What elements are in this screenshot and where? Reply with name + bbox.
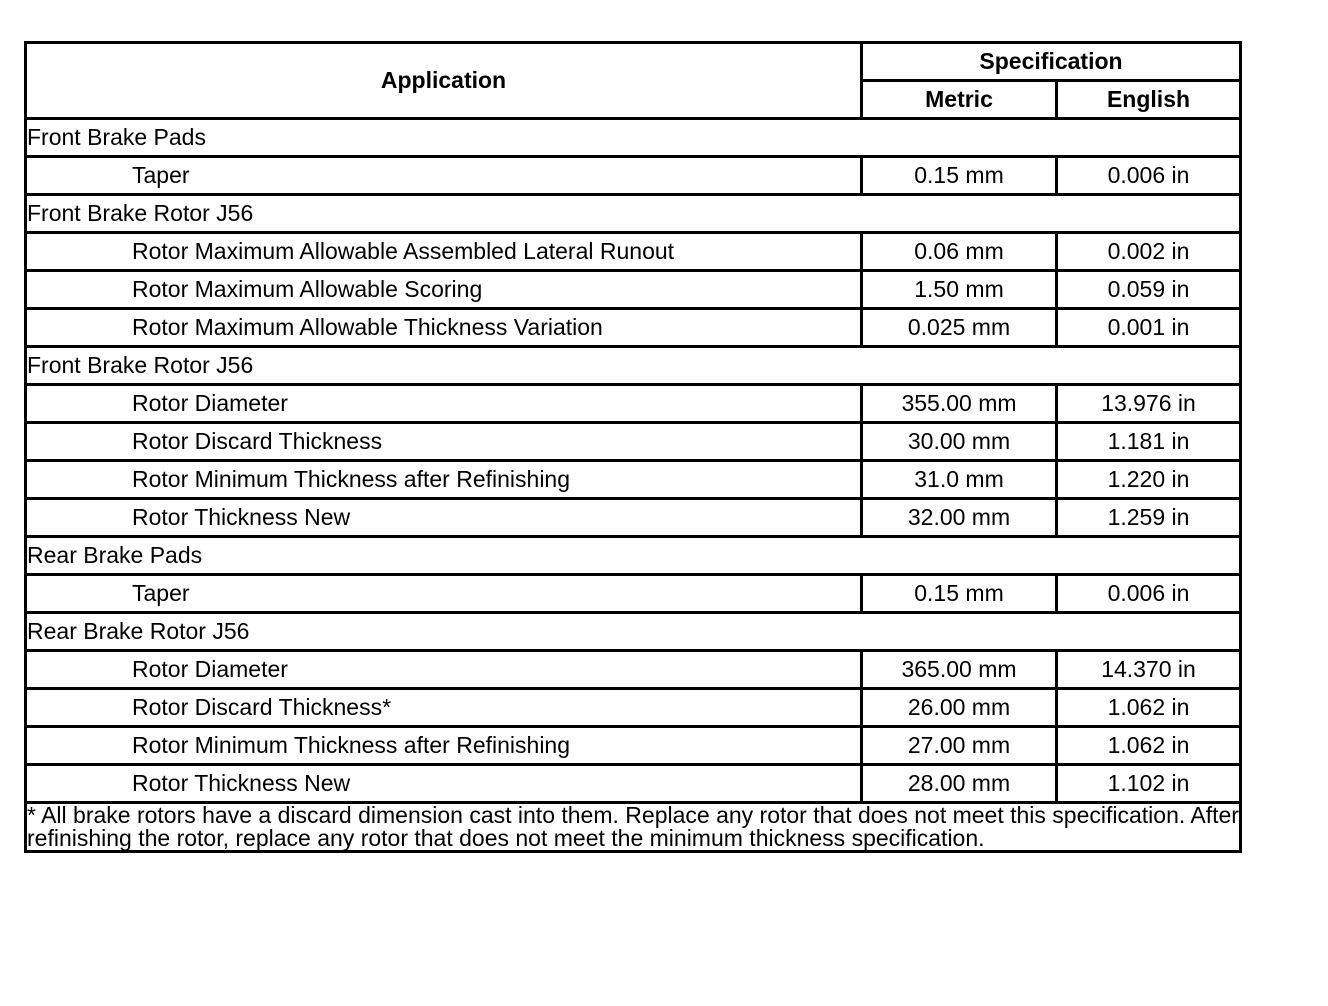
item-label: Rotor Diameter xyxy=(26,385,862,423)
english-value: 14.370 in xyxy=(1057,651,1241,689)
table-row xyxy=(26,309,1241,347)
metric-value: 1.50 mm xyxy=(862,271,1057,309)
metric-value: 0.025 mm xyxy=(862,309,1057,347)
english-value: 1.220 in xyxy=(1057,461,1241,499)
english-value: 0.001 in xyxy=(1057,309,1241,347)
header-row-top xyxy=(26,43,1241,81)
table-row xyxy=(26,233,1241,271)
metric-value: 355.00 mm xyxy=(862,385,1057,423)
english-value: 1.062 in xyxy=(1057,727,1241,765)
english-header: English xyxy=(1057,81,1241,119)
footnote-text: * All brake rotors have a discard dimension cast into them. Replace any rotor that does not meet this specification. After refinishing the rotor, replace any rotor that does not meet the minimum thickness specification. xyxy=(27,802,1239,851)
english-value: 13.976 in xyxy=(1057,385,1241,423)
item-label: Rotor Maximum Allowable Assembled Lateral Runout xyxy=(26,233,862,271)
brake-specification-table xyxy=(24,41,1242,853)
metric-header: Metric xyxy=(862,81,1057,119)
table-row xyxy=(26,271,1241,309)
group-row-front-brake-pads xyxy=(26,119,1241,157)
application-header: Application xyxy=(26,43,862,119)
item-label: Taper xyxy=(26,157,862,195)
item-label: Rotor Maximum Allowable Scoring xyxy=(26,271,862,309)
group-row-rear-brake-rotor xyxy=(26,613,1241,651)
metric-value: 26.00 mm xyxy=(862,689,1057,727)
table-row xyxy=(26,157,1241,195)
specification-header: Specification xyxy=(862,43,1241,81)
metric-value: 0.06 mm xyxy=(862,233,1057,271)
footnote-row xyxy=(26,803,1241,852)
metric-value: 365.00 mm xyxy=(862,651,1057,689)
table-row xyxy=(26,499,1241,537)
english-value: 0.006 in xyxy=(1057,575,1241,613)
group-row-front-brake-rotor xyxy=(26,195,1241,233)
item-label: Rotor Thickness New xyxy=(26,499,862,537)
group-title: Rear Brake Rotor J56 xyxy=(26,613,1241,651)
item-label: Rotor Minimum Thickness after Refinishing xyxy=(26,461,862,499)
english-value: 1.102 in xyxy=(1057,765,1241,803)
group-title: Front Brake Rotor J56 xyxy=(26,195,1241,233)
metric-value: 31.0 mm xyxy=(862,461,1057,499)
item-label: Rotor Discard Thickness* xyxy=(26,689,862,727)
metric-value: 0.15 mm xyxy=(862,157,1057,195)
item-label: Rotor Diameter xyxy=(26,651,862,689)
table-row xyxy=(26,689,1241,727)
group-title: Front Brake Pads xyxy=(26,119,1241,157)
item-label: Rotor Minimum Thickness after Refinishing xyxy=(26,727,862,765)
group-title: Front Brake Rotor J56 xyxy=(26,347,1241,385)
metric-value: 0.15 mm xyxy=(862,575,1057,613)
table-row xyxy=(26,651,1241,689)
table-row xyxy=(26,727,1241,765)
item-label: Rotor Maximum Allowable Thickness Variation xyxy=(26,309,862,347)
metric-value: 27.00 mm xyxy=(862,727,1057,765)
item-label: Rotor Discard Thickness xyxy=(26,423,862,461)
metric-value: 30.00 mm xyxy=(862,423,1057,461)
group-row-rear-brake-pads xyxy=(26,537,1241,575)
table-row xyxy=(26,575,1241,613)
item-label: Taper xyxy=(26,575,862,613)
english-value: 1.259 in xyxy=(1057,499,1241,537)
table-row xyxy=(26,423,1241,461)
english-value: 1.062 in xyxy=(1057,689,1241,727)
table-row xyxy=(26,765,1241,803)
group-title: Rear Brake Pads xyxy=(26,537,1241,575)
metric-value: 32.00 mm xyxy=(862,499,1057,537)
english-value: 1.181 in xyxy=(1057,423,1241,461)
english-value: 0.059 in xyxy=(1057,271,1241,309)
english-value: 0.006 in xyxy=(1057,157,1241,195)
table-row xyxy=(26,461,1241,499)
metric-value: 28.00 mm xyxy=(862,765,1057,803)
table-row xyxy=(26,385,1241,423)
group-row-front-brake-rotor-dimensions xyxy=(26,347,1241,385)
english-value: 0.002 in xyxy=(1057,233,1241,271)
item-label: Rotor Thickness New xyxy=(26,765,862,803)
